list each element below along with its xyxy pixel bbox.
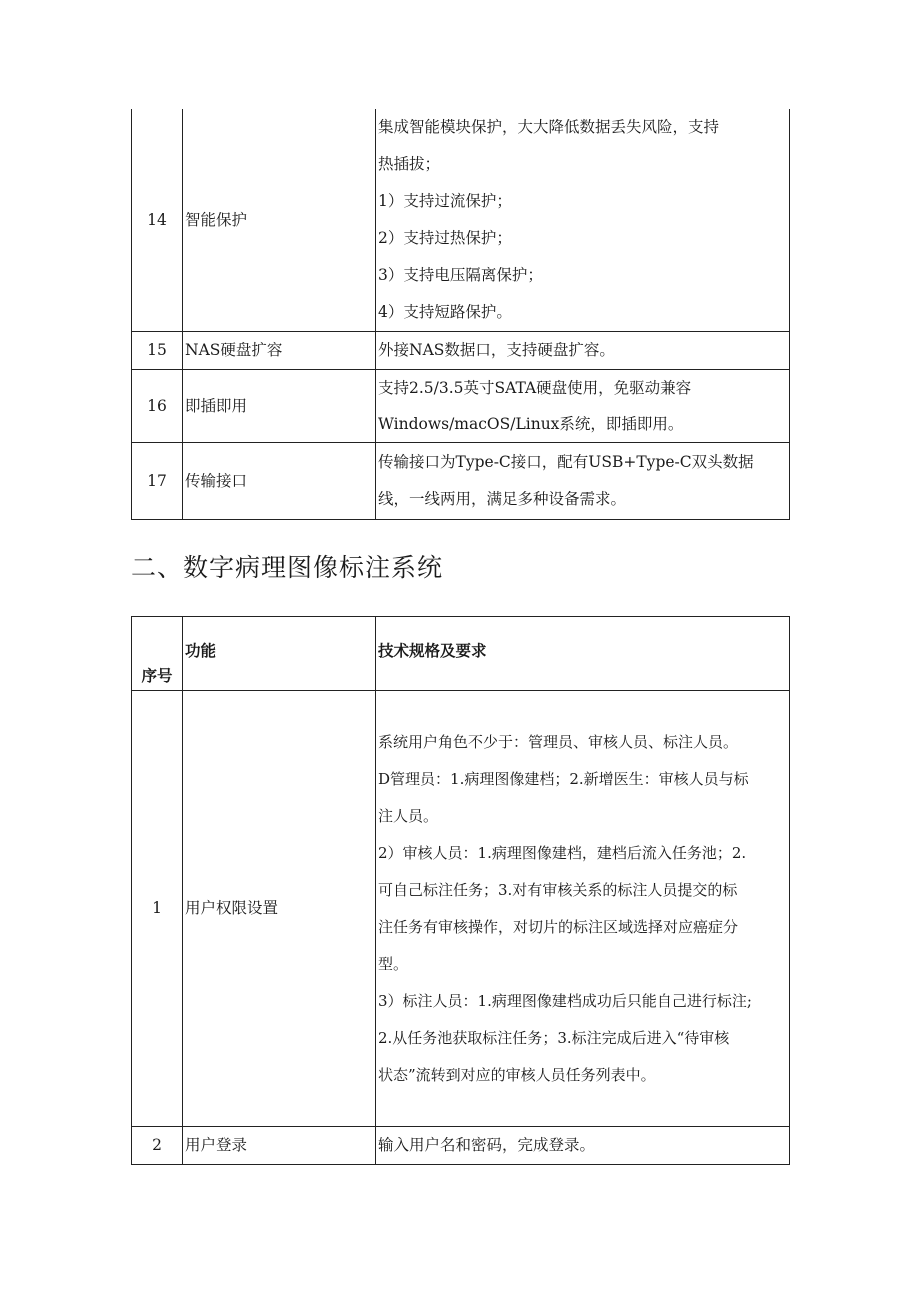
- row-function: 智能保护: [183, 109, 376, 332]
- header-number: 序号: [132, 617, 183, 691]
- row-function: NAS硬盘扩容: [183, 332, 376, 370]
- header-function: 功能: [183, 617, 376, 691]
- row-number: 17: [132, 443, 183, 520]
- spec-line: 可自己标注任务；3.对有审核关系的标注人员提交的标: [378, 880, 738, 899]
- spec-line: D管理员：1.病理图像建档；2.新增医生：审核人员与标: [378, 769, 749, 788]
- spec-line: 3）支持电压隔离保护；: [378, 266, 543, 284]
- spec-line: 3）标注人员：1.病理图像建档成功后只能自己进行标注;: [378, 991, 752, 1010]
- header-spec: 技术规格及要求: [376, 617, 790, 691]
- row-number: 16: [132, 370, 183, 443]
- row-function: 用户登录: [183, 1127, 376, 1165]
- row-number: 14: [132, 109, 183, 332]
- table-row: [132, 443, 790, 520]
- spec-line: 注人员。: [378, 806, 439, 825]
- table-row: [132, 109, 790, 332]
- spec-line: 支持2.5/3.5英寸SATA硬盘使用，免驱动兼容: [378, 379, 692, 397]
- table-row: [132, 691, 790, 1127]
- spec-line: 热插拔；: [378, 155, 441, 173]
- spec-line: 4）支持短路保护。: [378, 303, 512, 321]
- row-function: 传输接口: [183, 443, 376, 520]
- row-number: 2: [132, 1127, 183, 1165]
- table-row: [132, 1127, 790, 1165]
- row-number: 15: [132, 332, 183, 370]
- spec-line: 型。: [378, 954, 409, 973]
- section-title: 二、数字病理图像标注系统: [131, 553, 444, 582]
- row-spec: [376, 370, 790, 443]
- row-function: 用户权限设置: [183, 691, 376, 1127]
- row-number: 1: [132, 691, 183, 1127]
- spec-table: [131, 616, 790, 1165]
- row-spec: [376, 109, 790, 332]
- spec-line: 外接NAS数据口，支持硬盘扩容。: [378, 341, 615, 359]
- spec-line: 2.从任务池获取标注任务；3.标注完成后进入“待审核: [378, 1028, 730, 1047]
- row-spec: [376, 691, 790, 1127]
- spec-line: 输入用户名和密码，完成登录。: [378, 1136, 596, 1154]
- spec-line: 传输接口为Type-C接口，配有USB+Type-C双头数据: [378, 453, 754, 471]
- table-row: [132, 332, 790, 370]
- spec-line: Windows/macOS/Linux系统，即插即用。: [378, 415, 684, 433]
- spec-line: 状态”流转到对应的审核人员任务列表中。: [378, 1065, 656, 1084]
- table-header-row: [132, 617, 790, 691]
- row-spec: [376, 443, 790, 520]
- table-row: [132, 370, 790, 443]
- spec-line: 2）支持过热保护；: [378, 229, 512, 247]
- spec-line: 1）支持过流保护；: [378, 192, 512, 210]
- row-function: 即插即用: [183, 370, 376, 443]
- spec-table-continued: [131, 109, 790, 520]
- spec-line: 注任务有审核操作，对切片的标注区域选择对应癌症分: [378, 917, 739, 936]
- spec-line: 集成智能模块保护，大大降低数据丢失风险，支持: [378, 118, 720, 136]
- spec-line: 线，一线两用，满足多种设备需求。: [378, 490, 627, 508]
- row-spec: [376, 332, 790, 370]
- spec-line: 2）审核人员：1.病理图像建档，建档后流入任务池；2.: [378, 843, 747, 862]
- spec-line: 系统用户角色不少于：管理员、审核人员、标注人员。: [378, 732, 739, 751]
- row-spec: [376, 1127, 790, 1165]
